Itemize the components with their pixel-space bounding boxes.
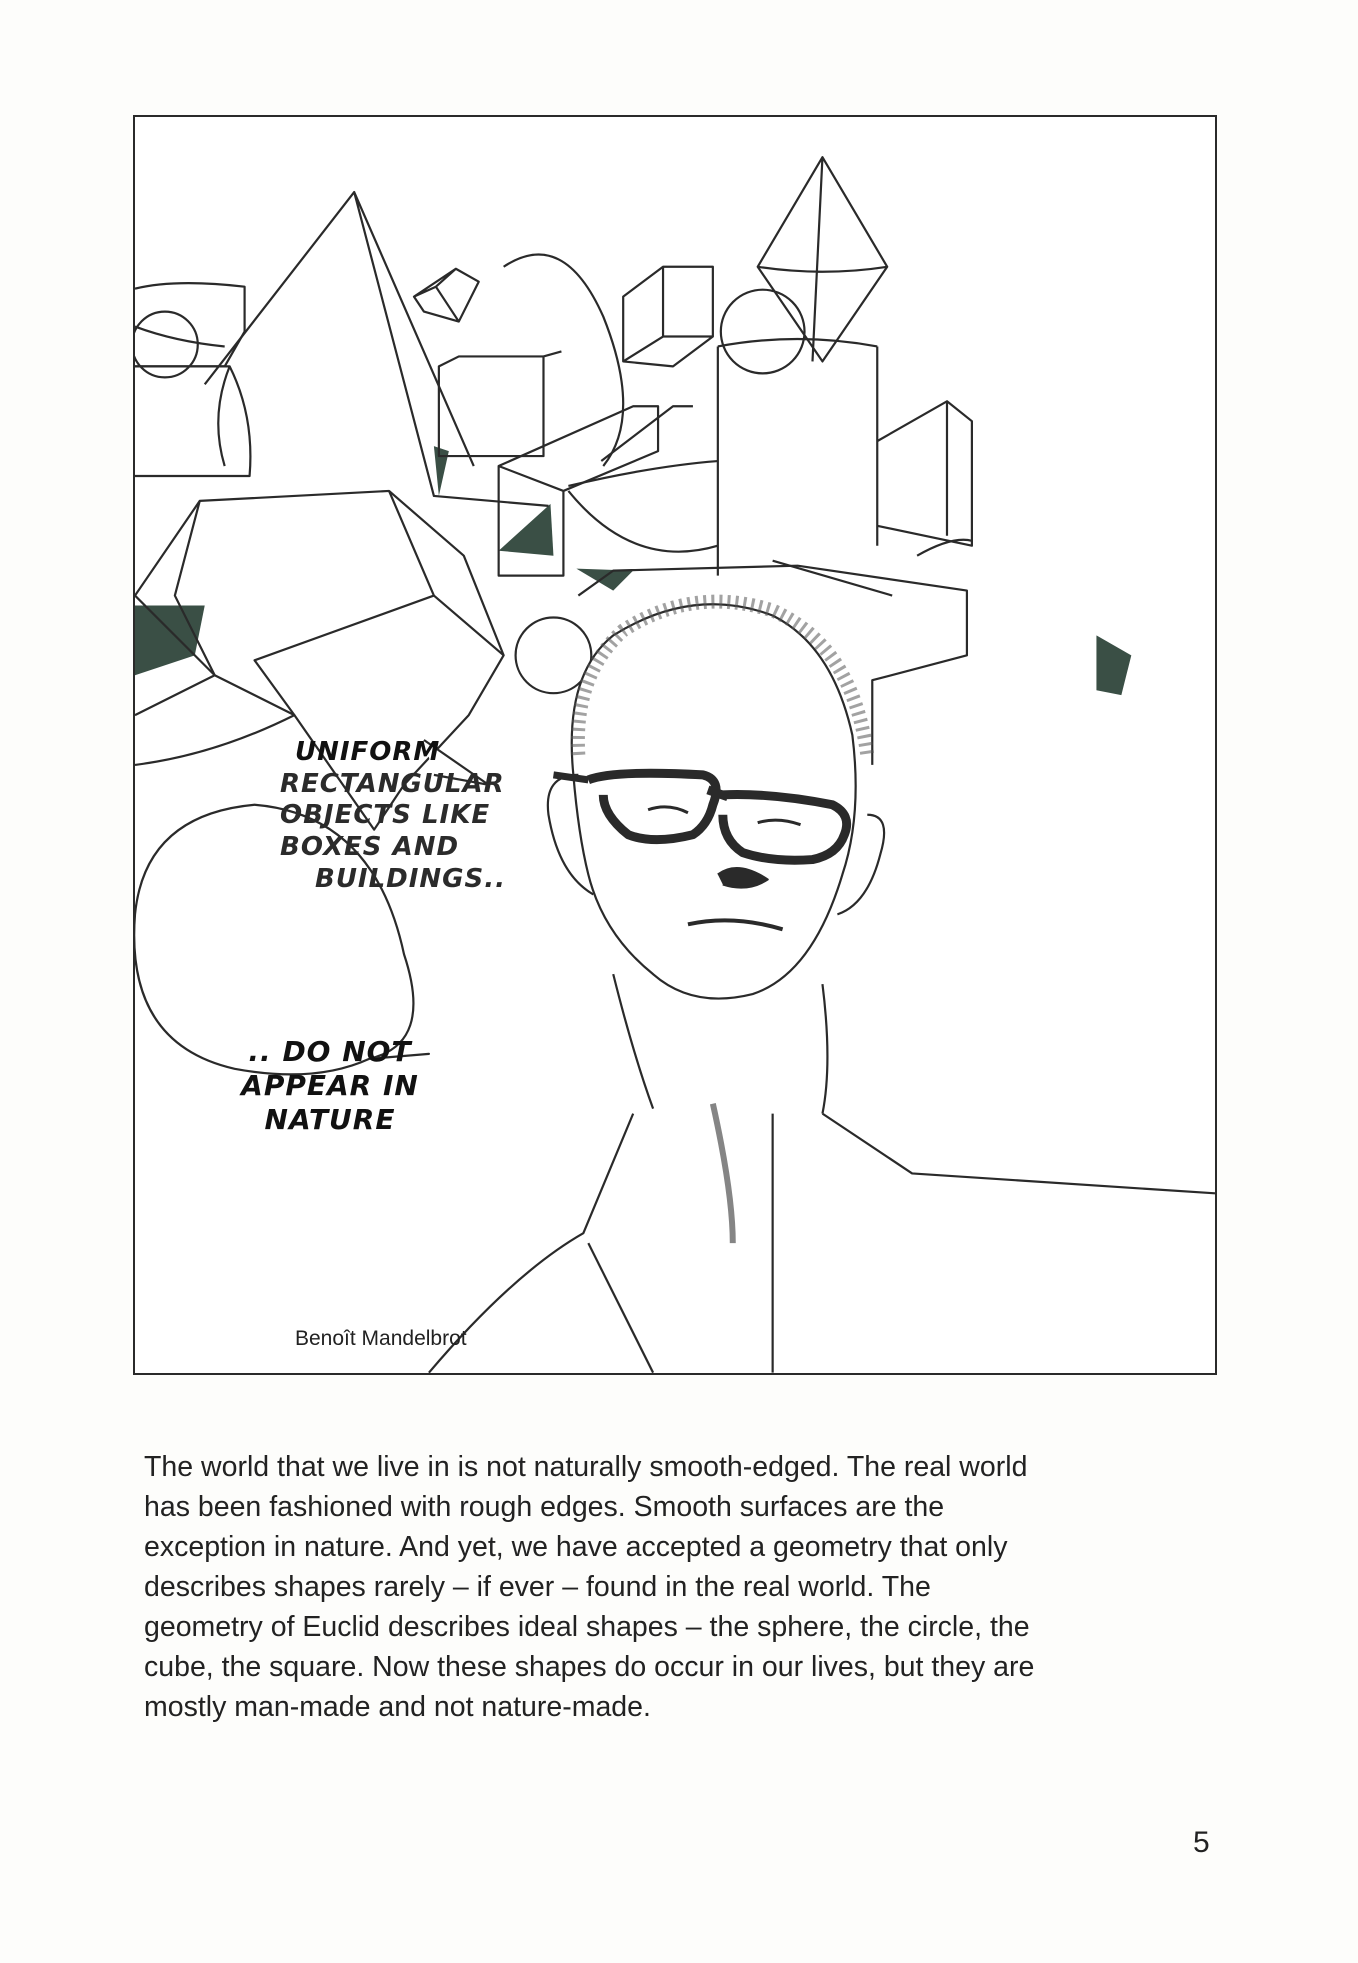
body-line: exception in nature. And yet, we have accepted a geometry that only xyxy=(144,1531,1008,1563)
tall-cylinder-shape xyxy=(718,339,877,576)
speech-bubble-1-line: RECTANGULAR xyxy=(280,768,505,799)
page-number: 5 xyxy=(1193,1826,1210,1859)
speech-bubble-1-line: UNIFORM xyxy=(295,737,441,767)
speech-bubble-1-line: BUILDINGS.. xyxy=(315,863,507,894)
speech-bubble-2-line: .. DO NOT xyxy=(248,1035,412,1068)
speech-bubble-1-line: OBJECTS LIKE xyxy=(280,800,491,831)
speech-bubble-2 xyxy=(210,1035,450,1137)
body-paragraph xyxy=(144,1447,1184,1727)
body-line: mostly man-made and not nature-made. xyxy=(144,1691,651,1723)
body-line: describes shapes rarely – if ever – found in the real world. The xyxy=(144,1571,931,1603)
body-line: The world that we live in is not naturally smooth-edged. The real world xyxy=(144,1451,1028,1483)
speech-bubble-1 xyxy=(280,737,506,896)
pyramid-shape xyxy=(205,192,549,506)
body-line: cube, the square. Now these shapes do occur in our lives, but they are xyxy=(144,1651,1035,1683)
speech-bubble-2-line: APPEAR IN xyxy=(241,1069,419,1103)
body-line: geometry of Euclid describes ideal shapes – the sphere, the circle, the xyxy=(144,1611,1030,1643)
comic-panel xyxy=(133,115,1217,1375)
speech-bubble-1-line: BOXES AND xyxy=(280,832,460,863)
portrait-caption: Benoît Mandelbrot xyxy=(295,1327,467,1350)
small-sphere-shape xyxy=(135,312,198,378)
body-line: has been fashioned with rough edges. Smooth surfaces are the xyxy=(144,1491,945,1523)
speech-bubble-2-line: NATURE xyxy=(264,1103,396,1137)
